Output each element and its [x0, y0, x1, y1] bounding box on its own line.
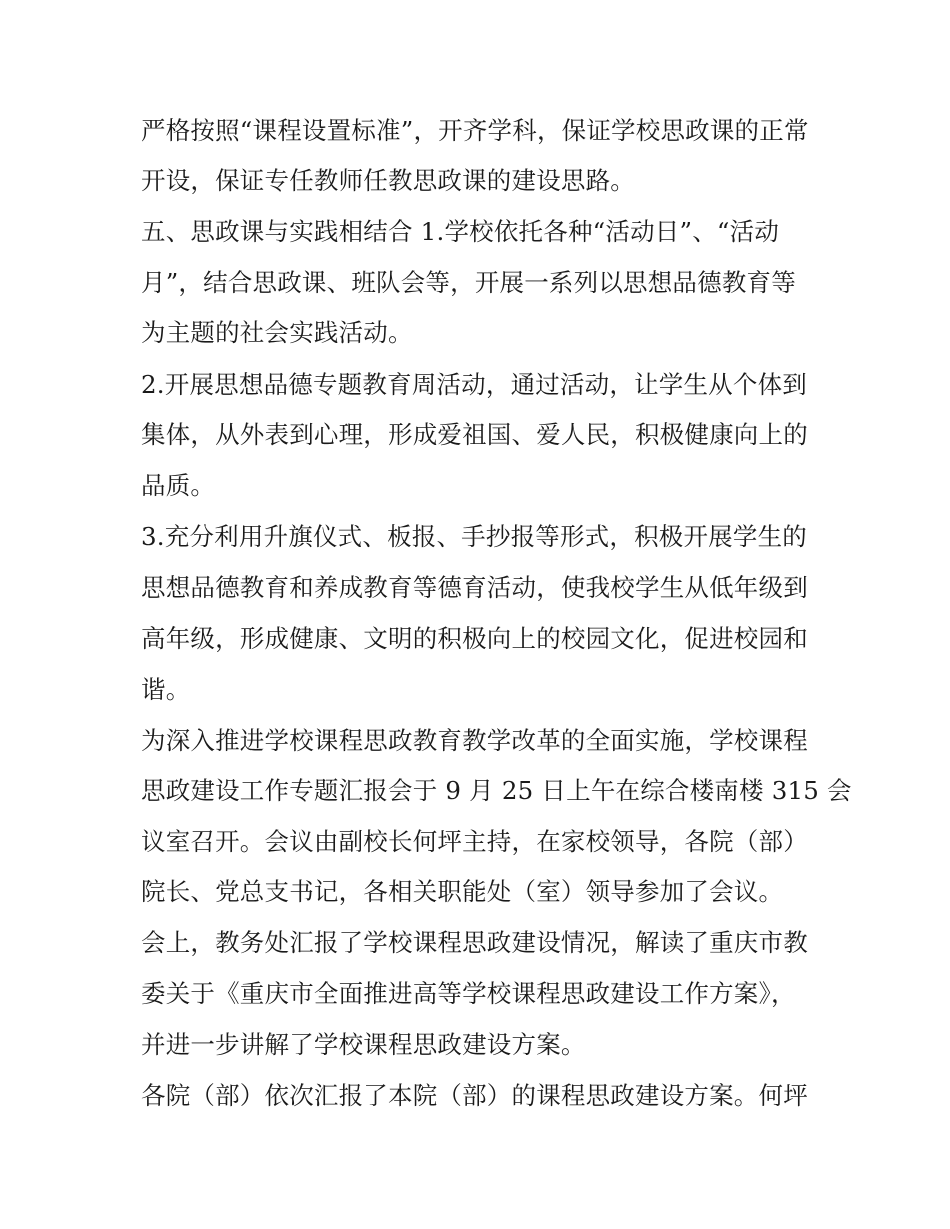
text-line: 思政建设工作专题汇报会于 9 月 25 日上午在综合楼南楼 315 会	[141, 776, 852, 805]
text-line: 议室召开。会议由副校长何坪主持，在家校领导，各院（部）	[141, 827, 808, 856]
text-line: 会上，教务处汇报了学校课程思政建设情况，解读了重庆市教	[141, 928, 808, 957]
text-line: 为深入推进学校课程思政教育教学改革的全面实施，学校课程	[141, 726, 808, 755]
text-line: 各院（部）依次汇报了本院（部）的课程思政建设方案。何坪	[141, 1081, 808, 1110]
text-line: 3.充分利用升旗仪式、板报、手抄报等形式，积极开展学生的	[141, 522, 807, 551]
text-line: 集体，从外表到心理，形成爱祖国、爱人民，积极健康向上的	[141, 420, 808, 449]
text-line: 院长、党总支书记，各相关职能处（室）领导参加了会议。	[141, 877, 784, 906]
text-line: 月”，结合思政课、班队会等，开展一系列以思想品德教育等	[141, 268, 796, 297]
text-line: 委关于《重庆市全面推进高等学校课程思政建设工作方案》，	[141, 979, 796, 1008]
text-line: 品质。	[141, 471, 216, 500]
text-line: 2.开展思想品德专题教育周活动，通过活动，让学生从个体到	[141, 370, 807, 399]
text-line: 高年级，形成健康、文明的积极向上的校园文化，促进校园和	[141, 624, 808, 653]
text-line: 严格按照“课程设置标准”，开齐学科，保证学校思政课的正常	[141, 116, 809, 145]
text-line: 谐。	[141, 675, 191, 704]
text-line: 开设，保证专任教师任教思政课的建设思路。	[141, 166, 635, 195]
text-line: 为主题的社会实践活动。	[141, 318, 413, 347]
text-line: 并进一步讲解了学校课程思政建设方案。	[141, 1030, 586, 1059]
text-line: 五、思政课与实践相结合 1.学校依托各种“活动日”、“活动	[141, 217, 780, 246]
text-line: 思想品德教育和养成教育等德育活动，使我校学生从低年级到	[141, 573, 808, 602]
